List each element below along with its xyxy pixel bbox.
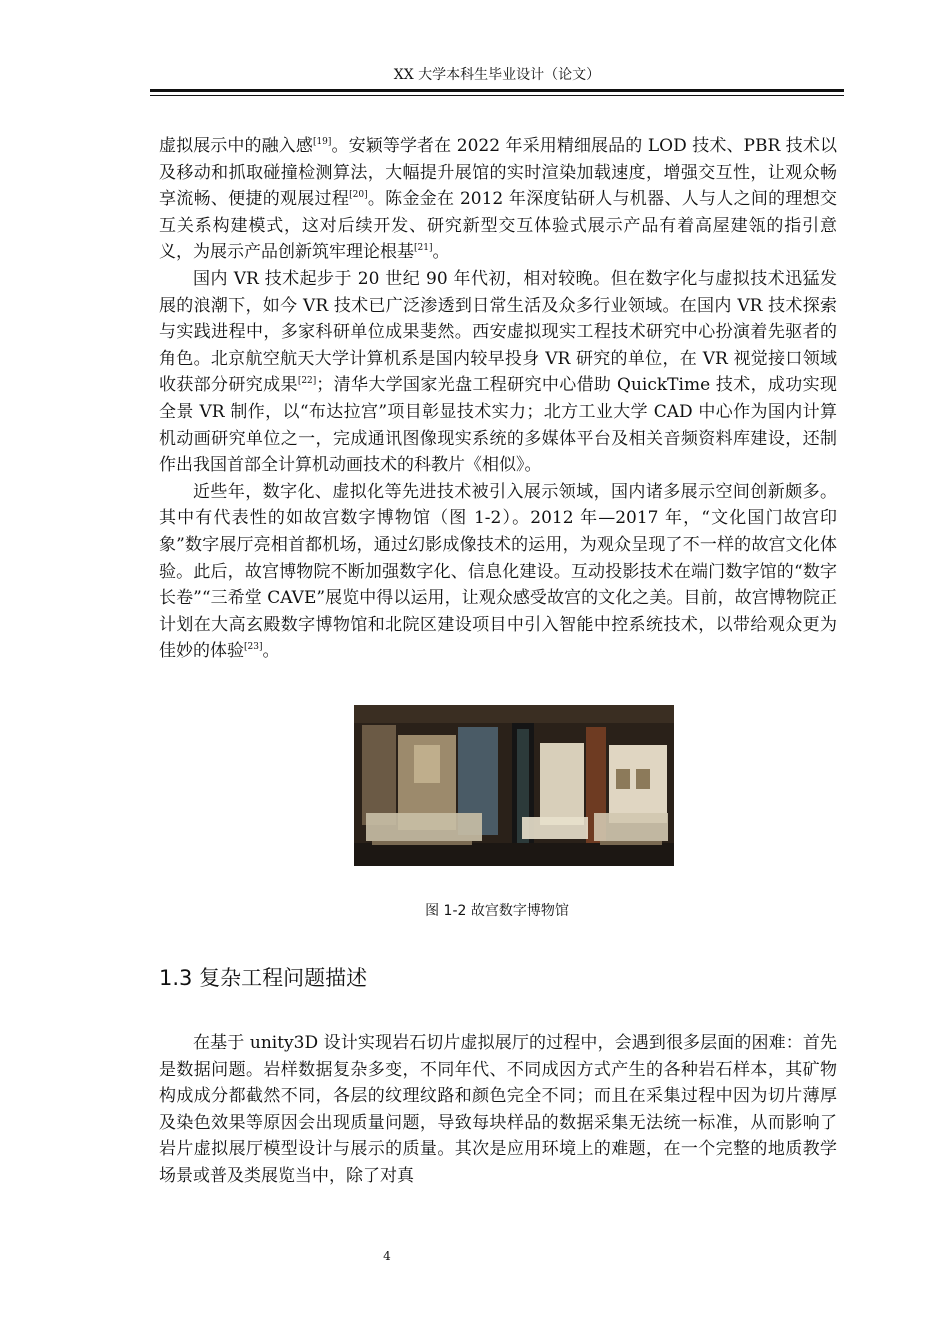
paragraph-2 <box>159 266 837 479</box>
citation-ref: [23] <box>244 642 263 653</box>
paragraph-4: 在基于 unity3D 设计实现岩石切片虚拟展厅的过程中，会遇到很多层面的困难：首先是数据问题。岩样数据复杂多变，不同年代、不同成因方式产生的各种岩石样本，其矿物构成成分都截然不同，各层的纹理纹路和颜色完全不同；而且在采集过程中因为切片薄厚及染色效果等原因会出现质量问题，导致每块样品的数据采集无法统一标准，从而影响了岩片虚拟展厅模型设计与展示的质量。其次是应用环境上的难题，在一个完整的地质教学场景或普及类展览当中，除了对真 <box>159 1033 837 1186</box>
section-body-text <box>159 1030 837 1190</box>
paragraph-text: 。陈金金在 2012 年深度钻研人与机器、人与人之间的理想交互关系构建模式，这对后续开发、研究新型交互体验式展示产品有着高屋建瓴的指引意义，为展示产品创新筑牢理论根基 <box>159 189 837 263</box>
paragraph-text: 。 <box>262 641 280 662</box>
museum-photo <box>354 705 674 866</box>
paragraph-text: ；清华大学国家光盘工程研究中心借助 QuickTime 技术，成功实现全景 VR 制作，以“布达拉宫”项目彰显技术实力；北方工业大学 CAD 中心作为国内计算机动画研究单位之一，完成通讯图像现实系统的多媒体平台及相关音频资料库建设，还制作出我国首部全计算机动画技术的科教片《相似》。 <box>159 375 837 476</box>
paragraph-1 <box>159 133 837 266</box>
paragraph-text: 。 <box>432 242 450 263</box>
citation-ref: [19] <box>312 137 332 147</box>
paragraph-text: 国内 VR 技术起步于 20 世纪 90 年代初，相对较晚。但在数字化与虚拟技术迅猛发展的浪潮下，如今 VR 技术已广泛渗透到日常生活及众多行业领域。在国内 VR 技术探索与实践进程中，多家科研单位成果斐然。西安虚拟现实工程技术研究中心扮演着先驱者的角色。北京航空航天大学计算机系是国内较早投身 VR 研究的单位，在 VR 视觉接口领域收获部分研究成果 <box>159 268 837 396</box>
body-text-block <box>159 133 837 665</box>
header-rule-thin <box>150 95 844 96</box>
citation-ref: [21] <box>414 243 433 254</box>
paragraph-text: 。安颖等学者在 2022 年采用精细展品的 LOD 技术、PBR 技术以及移动和抓取碰撞检测算法，大幅提升展馆的实时渲染加载速度，增强交互性，让观众畅享流畅、便捷的观展过程 <box>159 136 837 210</box>
paragraph-3 <box>159 479 837 665</box>
page-number: 4 <box>383 1249 391 1263</box>
section-heading: 1.3 复杂工程问题描述 <box>159 966 368 990</box>
citation-ref: [20] <box>349 190 368 201</box>
running-header: XX 大学本科生毕业设计（论文） <box>393 67 601 83</box>
paragraph-text: 近些年，数字化、虚拟化等先进技术被引入展示领域，国内诸多展示空间创新颇多。其中有代表性的如故宫数字博物馆（图 1-2）。2012 年—2017 年，“文化国门故宫印象”数字展厅亮相首都机场，通过幻影成像技术的运用，为观众呈现了不一样的故宫文化体验。此后，故宫博物院不断加强数字化、信息化建设。互动投影技术在端门数字馆的“数字长卷”“三希堂 CAVE”展览中得以运用，让观众感受故宫的文化之美。目前，故宫博物院正计划在大高玄殿数字博物馆和北院区建设项目中引入智能中控系统技术，以带给观众更为佳妙的体验 <box>159 481 837 662</box>
figure-caption: 图 1-2 故宫数字博物馆 <box>425 903 569 919</box>
header-rule-thick <box>150 89 844 92</box>
citation-ref: [22] <box>297 376 317 387</box>
paragraph-text: 虚拟展示中的融入感 <box>159 136 313 156</box>
